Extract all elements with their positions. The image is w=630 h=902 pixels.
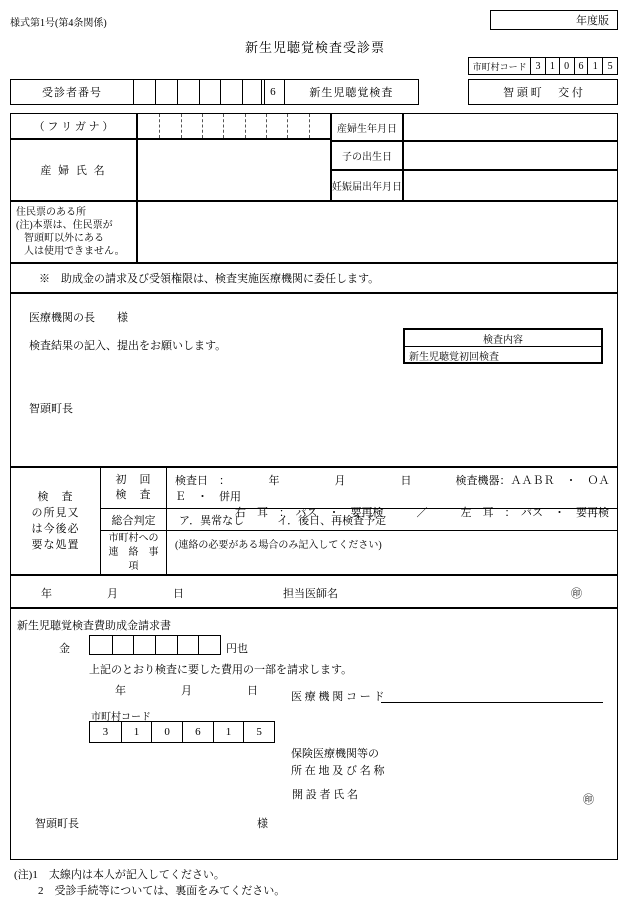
issuer-label: 智 頭 町 交 付 <box>503 87 583 99</box>
residence-value[interactable] <box>137 201 618 263</box>
result-label-line4: 要な処置 <box>31 539 80 551</box>
furigana-label: （ フ リ ガ ナ ） <box>33 121 114 133</box>
amount-cell[interactable] <box>155 636 177 654</box>
request-body-text: 検査結果の記入、提出をお願いします。 <box>29 340 227 352</box>
doctor-sign-row <box>10 575 618 608</box>
claim-city-code-label: 市町村コード <box>91 712 151 723</box>
claim-city-code-digit: 0 <box>151 722 182 742</box>
city-code-digit: 1 <box>587 58 602 74</box>
furigana-cell[interactable] <box>138 114 159 138</box>
exam-name-box <box>261 79 419 105</box>
claim-city-code-digit: 1 <box>213 722 244 742</box>
exam-content-table <box>403 328 603 364</box>
mother-birth-value[interactable] <box>403 113 618 141</box>
doctor-seal-mark: ㊞ <box>571 588 582 600</box>
city-code-label-top: 市町村コード <box>472 61 527 72</box>
exam-detail-box <box>167 468 617 519</box>
request-to-line: 医療機関の長 様 <box>29 312 128 324</box>
issuer-box <box>468 79 618 105</box>
request-block <box>10 293 618 467</box>
contact-label-line2: 連 絡 事 項 <box>108 546 169 572</box>
institution-code-value[interactable] <box>381 688 603 703</box>
ear-result-line[interactable]: 右 耳 ： パス ・ 要再検 ／ 左 耳 ： パス ・ 要再検 <box>235 507 609 519</box>
first-exam-line1: 初 回 <box>115 474 152 486</box>
city-code-box-top <box>468 57 618 75</box>
recipient-number-cell[interactable] <box>133 80 155 104</box>
result-left-label-box <box>11 468 101 574</box>
contact-label-box <box>101 531 167 574</box>
doctor-date-line[interactable]: 年 月 日 担当医師名 <box>41 588 338 600</box>
furigana-cell[interactable] <box>159 114 180 138</box>
amount-cell[interactable] <box>112 636 134 654</box>
recipient-number-cell[interactable] <box>155 80 177 104</box>
request-signer: 智頭町長 <box>29 403 73 415</box>
claim-title: 新生児聴覚検査費助成金請求書 <box>17 620 171 632</box>
claim-seal-mark: ㊞ <box>583 794 594 806</box>
footnote-2: 2 受診手続等については、裏面をみてください。 <box>38 885 286 897</box>
judgement-label: 総合判定 <box>101 509 167 531</box>
city-code-digit: 0 <box>559 58 574 74</box>
institution-name-label-line1: 保険医療機関等の <box>291 748 379 760</box>
residence-label-line4: 人は使用できません。 <box>24 246 125 257</box>
mother-name-label-box <box>10 139 137 201</box>
institution-code-label: 医 療 機 関 コ ー ド <box>291 691 385 703</box>
claim-city-code-box <box>89 721 275 743</box>
residence-label-line3: 智頭町以外にある <box>24 233 104 244</box>
amount-cell[interactable] <box>177 636 199 654</box>
mother-name-value[interactable] <box>137 139 331 201</box>
city-code-digit: 3 <box>530 58 545 74</box>
child-birth-value[interactable] <box>403 141 618 170</box>
furigana-cells[interactable] <box>137 113 331 139</box>
founder-value[interactable] <box>411 786 571 802</box>
result-label-line3: は今後必 <box>31 523 80 535</box>
amount-label: 金 <box>59 643 70 655</box>
first-exam-line2: 検 査 <box>115 489 152 501</box>
result-block <box>10 467 618 575</box>
delegation-notice-box <box>10 263 618 293</box>
residence-label-line2: (注)本票は、住民票が <box>16 220 113 231</box>
furigana-cell[interactable] <box>287 114 308 138</box>
pregnancy-notice-value[interactable] <box>403 170 618 201</box>
mother-name-label: 産 婦 氏 名 <box>40 165 107 177</box>
form-number: 様式第1号(第4条関係) <box>10 18 107 29</box>
delegation-notice-text: ※ 助成金の請求及び受領権限は、検査実施医療機関に委任します。 <box>39 273 380 285</box>
amount-cell[interactable] <box>90 636 112 654</box>
year-edition-label: 年度版 <box>576 15 609 27</box>
exam-name-label: 新生児聴覚検査 <box>284 80 418 104</box>
claim-to-mayor: 智頭町長 <box>35 818 79 830</box>
recipient-number-cell[interactable] <box>199 80 221 104</box>
furigana-label-box <box>10 113 137 139</box>
child-birth-label-box <box>331 141 403 170</box>
institution-name-value[interactable] <box>411 746 603 780</box>
exam-date-line[interactable]: 検査日 ： 年 月 日 検査機器：ＡＡＢＲ ・ ＯＡＥ ・ 併用 <box>175 475 610 503</box>
claim-city-code-digit: 6 <box>182 722 213 742</box>
pregnancy-notice-label: 妊娠届出年月日 <box>332 182 402 193</box>
claim-city-code-digit: 3 <box>102 726 109 738</box>
claim-date-line[interactable]: 年 月 日 <box>115 685 258 697</box>
furigana-cell[interactable] <box>181 114 202 138</box>
year-edition-box <box>490 10 618 30</box>
founder-label: 開 設 者 氏 名 <box>292 789 358 801</box>
amount-cell[interactable] <box>198 636 220 654</box>
exam-code-digit: 6 <box>270 86 276 98</box>
child-birth-label: 子の出生日 <box>342 152 392 163</box>
result-label-line2: の所見又 <box>31 507 80 519</box>
residence-label-box <box>10 201 137 263</box>
city-code-digit: 6 <box>574 58 588 74</box>
exam-content-header: 検査内容 <box>405 330 601 347</box>
claim-city-code-digit: 5 <box>243 722 274 742</box>
city-code-digit: 1 <box>545 58 559 74</box>
mother-birth-label-box <box>331 113 403 141</box>
claim-city-code-digit: 1 <box>121 722 152 742</box>
institution-name-label <box>291 746 385 780</box>
judgement-value[interactable]: ア．異常なし イ．後日、再検査予定 <box>167 509 617 531</box>
furigana-cell[interactable] <box>223 114 244 138</box>
furigana-cell[interactable] <box>245 114 266 138</box>
furigana-cell[interactable] <box>202 114 223 138</box>
mother-birth-label: 産婦生年月日 <box>337 123 397 135</box>
pregnancy-notice-label-box <box>331 170 403 201</box>
claim-block <box>10 608 618 860</box>
furigana-cell[interactable] <box>309 114 330 138</box>
first-exam-label-box <box>101 468 167 509</box>
amount-cells[interactable] <box>89 635 221 655</box>
contact-label-line1: 市町村への <box>108 532 159 544</box>
institution-name-label-line2: 所 在 地 及 び 名 称 <box>291 765 385 777</box>
recipient-number-label: 受診者番号 <box>42 87 102 99</box>
result-label-line1: 検 査 <box>37 491 74 503</box>
amount-cell[interactable] <box>133 636 155 654</box>
footnote-1: (注)1 太線内は本人が記入してください。 <box>14 869 225 881</box>
city-code-digit: 5 <box>602 58 617 74</box>
amount-unit: 円也 <box>226 643 248 655</box>
claim-to-suffix: 様 <box>257 818 268 830</box>
furigana-cell[interactable] <box>266 114 287 138</box>
recipient-number-box <box>10 79 265 105</box>
claim-statement: 上記のとおり検査に要した費用の一部を請求します。 <box>89 664 353 676</box>
document-title: 新生児聴覚検査受診票 <box>244 40 385 55</box>
contact-value[interactable]: (連絡の必要がある場合のみ記入してください) <box>175 540 382 551</box>
exam-content-value: 新生児聴覚初回検査 <box>409 352 499 363</box>
recipient-number-cell[interactable] <box>220 80 242 104</box>
recipient-number-cell[interactable] <box>177 80 199 104</box>
residence-label-line1: 住民票のある所 <box>16 207 86 218</box>
